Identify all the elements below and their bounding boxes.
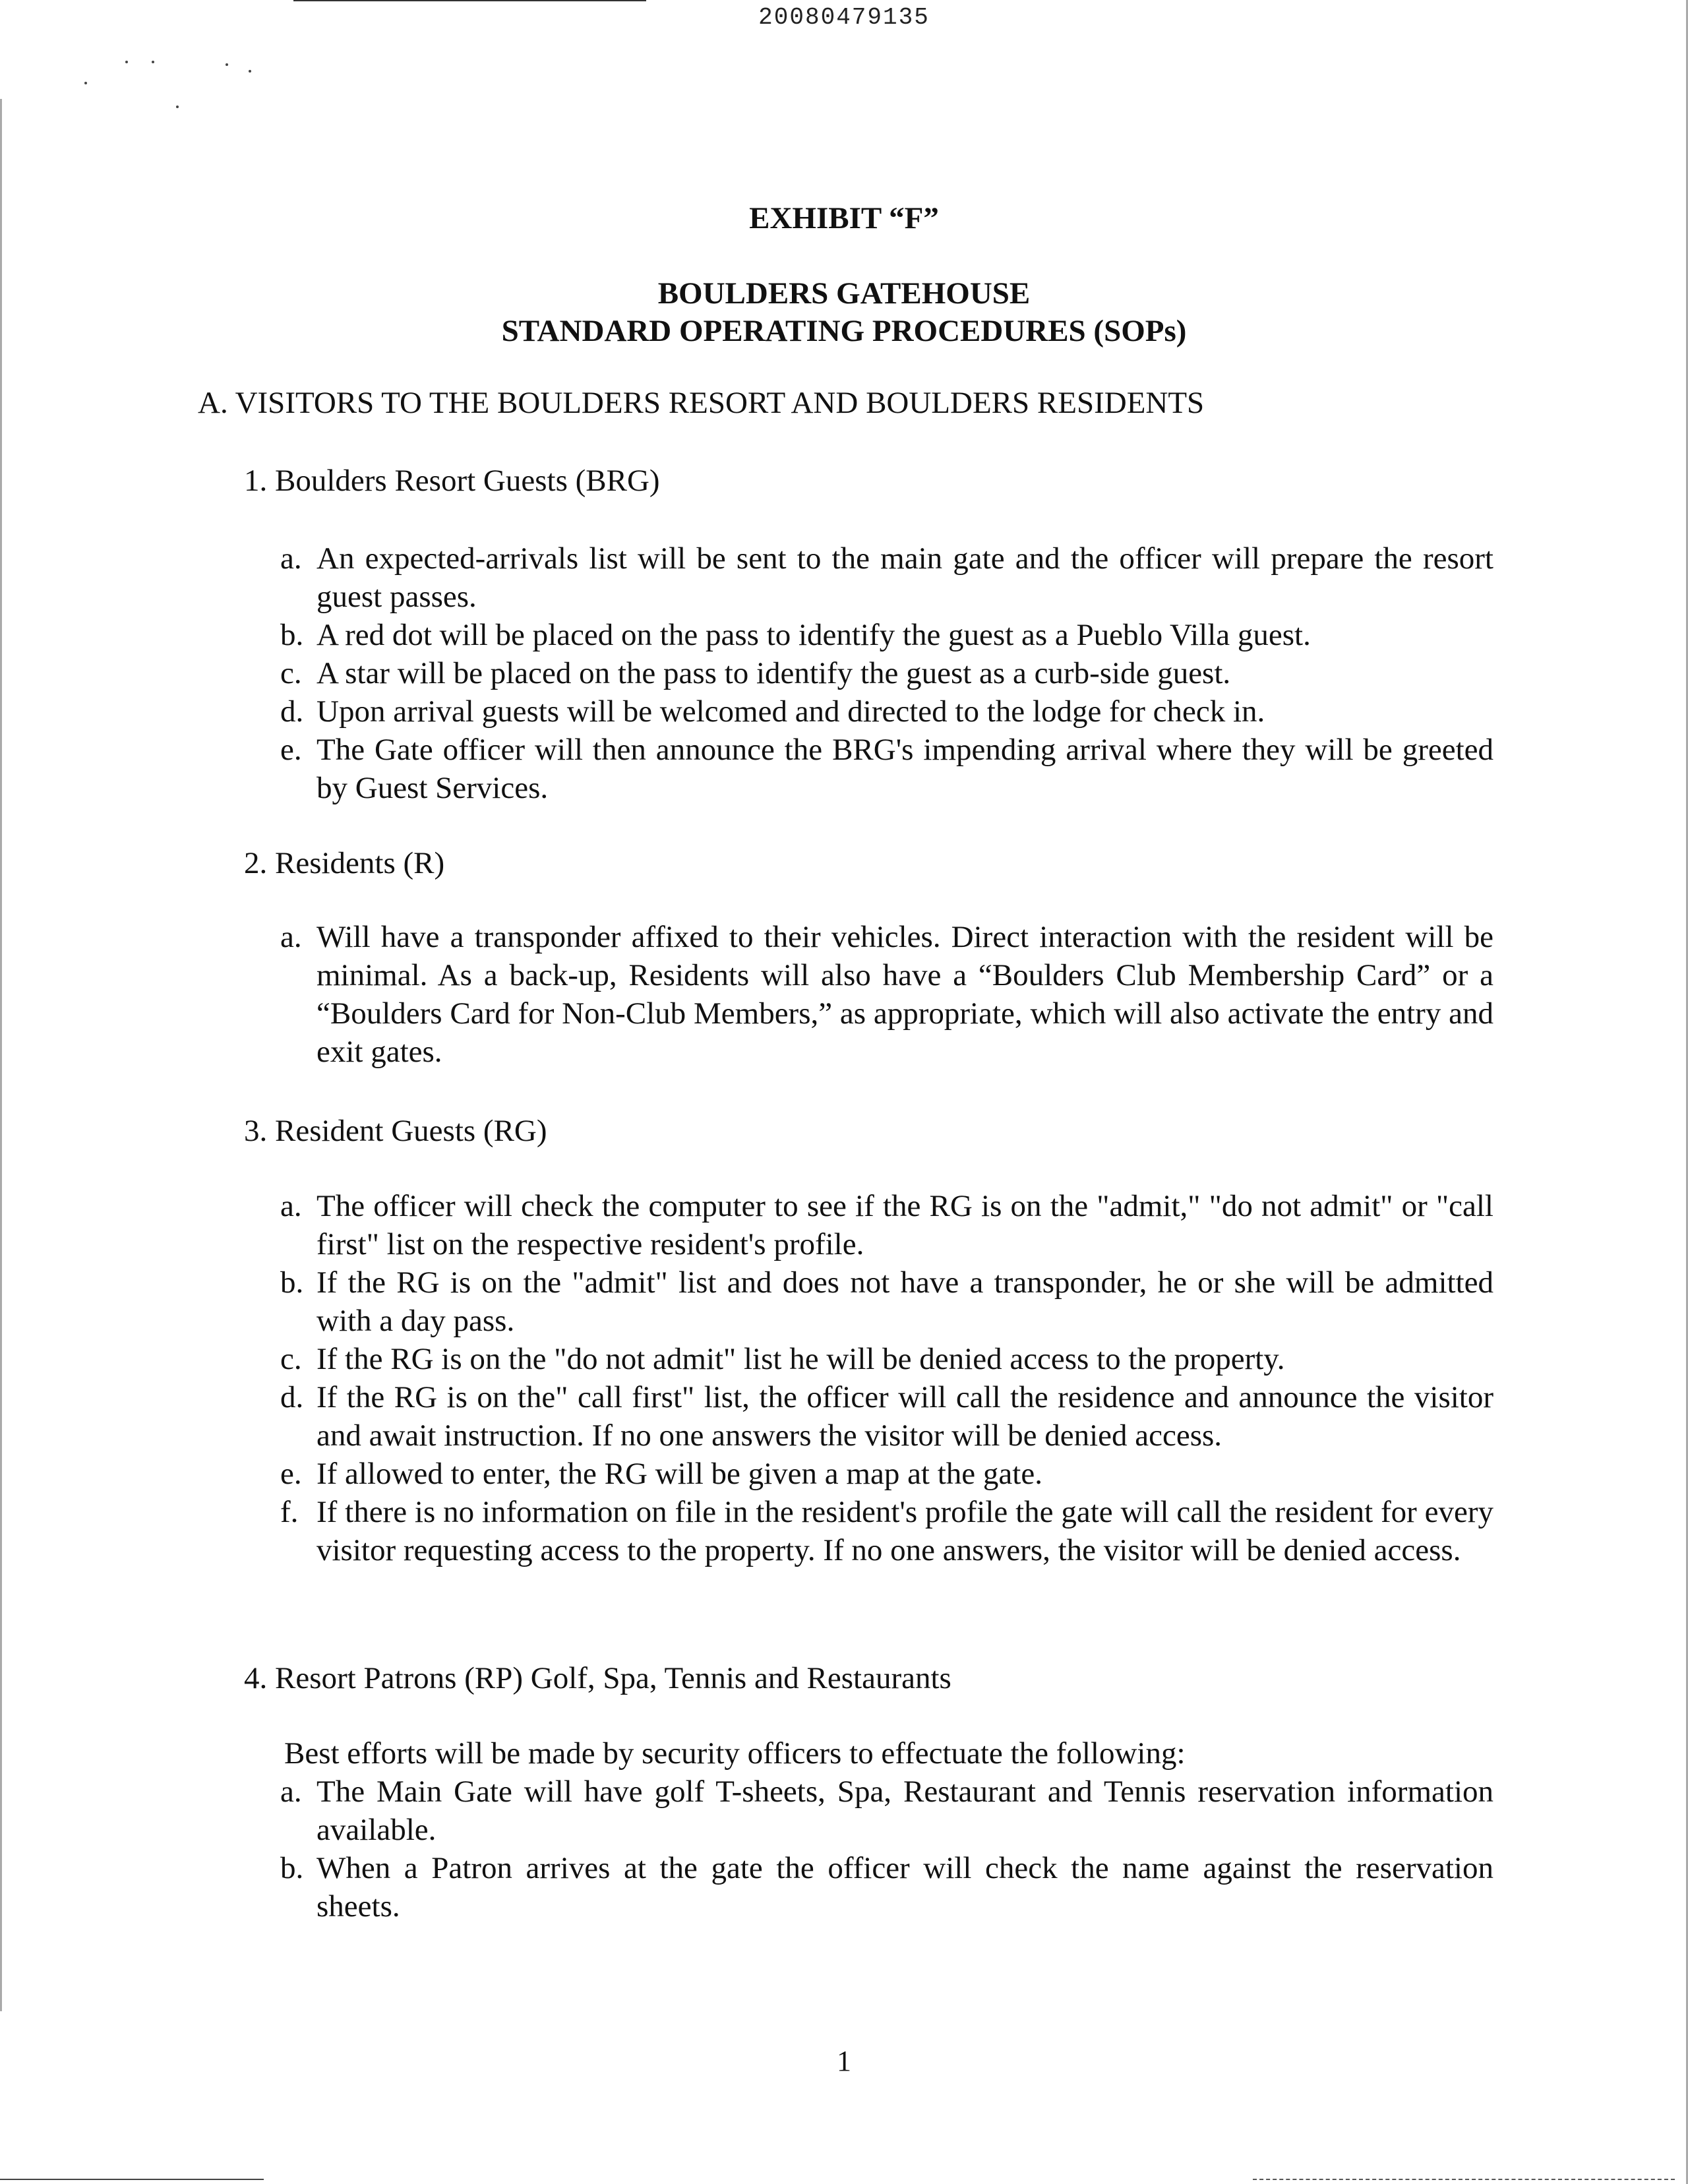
subsection-1-title: 1. Boulders Resort Guests (BRG) xyxy=(244,464,660,498)
subsection-4-list xyxy=(280,1773,1493,1926)
subsection-2-list xyxy=(280,918,1493,1071)
list-item: b. A red dot will be placed on the pass to identify the guest as a Pueblo Villa guest. xyxy=(280,618,1311,652)
subsection-3-title: 3. Resident Guests (RG) xyxy=(244,1114,547,1148)
list-item: a. The Main Gate will have golf T-sheets, Spa, Restaurant and Tennis reservation information available. xyxy=(280,1774,1493,1847)
exhibit-title: EXHIBIT “F” xyxy=(749,201,939,235)
list-item: b. When a Patron arrives at the gate the officer will check the name against the reservation sheets. xyxy=(280,1851,1493,1924)
section-a-title: A. VISITORS TO THE BOULDERS RESORT AND BOULDERS RESIDENTS xyxy=(198,386,1205,420)
list-item: a. An expected-arrivals list will be sent to the main gate and the officer will prepare the resort guest passes. xyxy=(280,541,1493,614)
heading-gatehouse: BOULDERS GATEHOUSE xyxy=(657,276,1031,311)
list-item: c. If the RG is on the "do not admit" list he will be denied access to the property. xyxy=(280,1342,1285,1376)
subsection-2-title: 2. Residents (R) xyxy=(244,846,445,880)
subsection-1-list xyxy=(280,539,1493,807)
subsection-3-list xyxy=(280,1187,1493,1569)
list-item: a. Will have a transponder affixed to their vehicles. Direct interaction with the resident will be minimal. As a back-up, Residents will also have a “Boulders Club Membership Card” or a “Boulders Card for Non-Club Members,” as appropriate, which will also activate the entry and exit gates. xyxy=(280,920,1493,1069)
document-number: 20080479135 xyxy=(758,4,930,31)
scan-left-edge xyxy=(0,99,2,2011)
bottom-rule-right xyxy=(1253,2179,1675,2180)
list-item: d. If the RG is on the" call first" list, the officer will call the residence and announce the visitor and await instruction. If no one answers the visitor will be denied access. xyxy=(280,1380,1493,1453)
list-item: b. If the RG is on the "admit" list and does not have a transponder, he or she will be admitted with a day pass. xyxy=(280,1265,1493,1338)
subsection-4-intro: Best efforts will be made by security officers to effectuate the following: xyxy=(284,1736,1186,1771)
list-item: c. A star will be placed on the pass to identify the guest as a curb-side guest. xyxy=(280,656,1231,690)
page-number: 1 xyxy=(837,2045,851,2077)
list-item: f. If there is no information on file in the resident's profile the gate will call the resident for every visitor requesting access to the property. If no one answers, the visitor will be denied access. xyxy=(280,1495,1493,1567)
list-item: e. The Gate officer will then announce the BRG's impending arrival where they will be greeted by Guest Services. xyxy=(280,733,1493,805)
top-rule xyxy=(293,0,646,1)
list-item: e. If allowed to enter, the RG will be given a map at the gate. xyxy=(280,1457,1042,1491)
bottom-rule-left xyxy=(0,2179,264,2180)
subsection-4-title: 4. Resort Patrons (RP) Golf, Spa, Tennis and Restaurants xyxy=(244,1661,951,1695)
list-item: d. Upon arrival guests will be welcomed and directed to the lodge for check in. xyxy=(280,694,1265,729)
list-item: a. The officer will check the computer to see if the RG is on the "admit," "do not admit" or "call first" list on the respective resident's profile. xyxy=(280,1189,1493,1261)
heading-sops: STANDARD OPERATING PROCEDURES (SOPs) xyxy=(501,314,1187,348)
